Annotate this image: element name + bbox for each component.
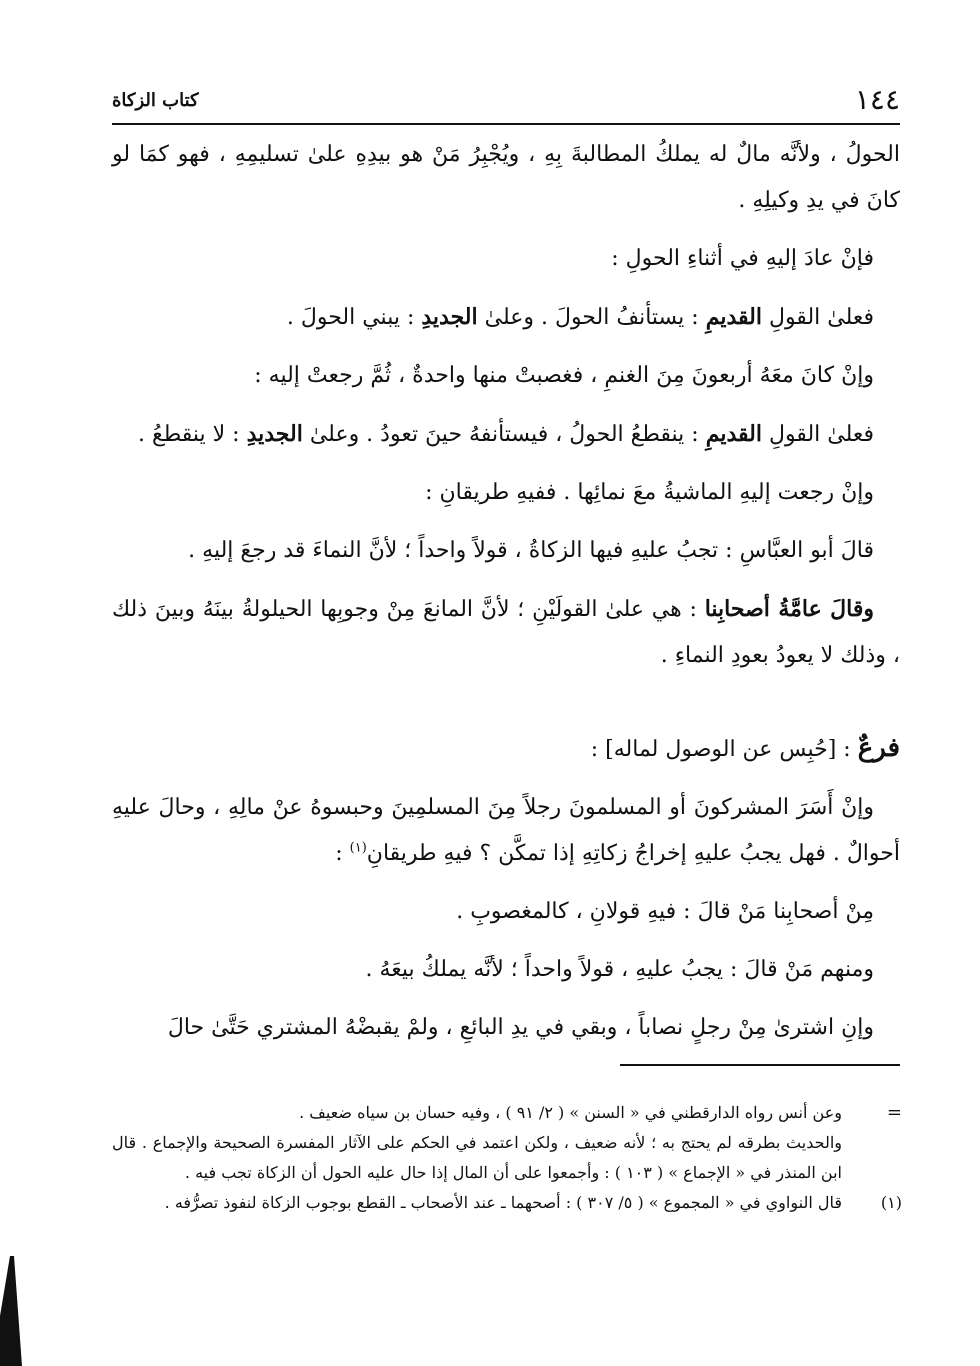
paragraph-text: : لا ينقطعُ . <box>138 422 247 447</box>
paragraph-text: وإنْ رجعت إليهِ الماشيةُ معَ نمائِها . ففيهِ طريقانِ : <box>425 480 874 505</box>
far-label: فرعٌ <box>857 733 900 763</box>
footnote-line: وعن أنس رواه الدارقطني في « السنن » ( ٢/ ٩١ ) ، وفيه حسان بن سياه ضعيف . <box>299 1103 842 1122</box>
paragraph <box>112 353 900 399</box>
bold-term: القديمِ <box>705 421 762 447</box>
paragraph-text: قالَ أبو العبَّاسِ : تجبُ عليهِ فيها الزكاةُ ، قولاً واحداً ؛ لأنَّ النماءَ قد رجعَ إليهِ . <box>188 538 874 563</box>
footnote-ref[interactable]: (١) <box>349 840 367 856</box>
paragraph <box>112 785 900 877</box>
footnote-line: والحديث بطرقه لم يحتج به ؛ لأنه ضعيف ، ولكن اعتمد في الحكم على الآثار المفسرة الصحيحة والإجماع . قال ابن المنذر في « الإجماع » ( ١٠٣ ) : وأجمعوا على أن المال إذا حال عليه الحول أن الزكاة تجب فيه . <box>112 1133 842 1182</box>
binding-shadow-mark <box>0 1256 40 1366</box>
paragraph-text: الحولُ ، ولأنَّه مالٌ له يملكُ المطالبةَ بِهِ ، ويُجْبِرُ مَنْ هو بيدِهِ علىٰ تسليمِهِ ، فهو كمَا لو كانَ في يدِ وكيلِهِ . <box>112 142 900 213</box>
paragraph-text: فعلىٰ القولِ <box>761 305 874 330</box>
paragraph <box>112 528 900 574</box>
paragraph-text: : هي علىٰ القولَيْنِ ؛ لأنَّ المانعَ مِنْ وجوبِها الحيلولةُ بينَهُ وبينَ ذلك ، وذلك لا يعودُ بعودِ النماءِ . <box>112 597 900 668</box>
paragraph <box>112 132 900 224</box>
paragraph <box>112 411 900 458</box>
bold-term: الجديدِ <box>421 304 478 330</box>
footnote-1 <box>112 1188 902 1218</box>
paragraph <box>112 470 900 516</box>
bold-term: وقالَ عامَّةُ أصحابِنا <box>704 596 875 622</box>
paragraph-text: مِنْ أصحابِنا مَنْ قالَ : فيهِ قولانِ ، كالمغصوبِ . <box>456 899 874 924</box>
footnote-continuation <box>112 1098 902 1188</box>
paragraph-text: : يستأنفُ الحولَ . وعلىٰ <box>477 305 706 330</box>
footnote-rule <box>620 1064 900 1066</box>
paragraph <box>112 889 900 935</box>
section-gap <box>112 691 900 725</box>
paragraph-text: وإنْ كانَ معَهُ أربعونَ مِنَ الغنمِ ، فغصبتْ منها واحدةٌ ، ثُمَّ رجعتْ إليه : <box>254 363 874 388</box>
bold-term: القديمِ <box>705 304 762 330</box>
header-rule <box>112 123 900 125</box>
section-title: : [حُبِس عن الوصول لماله] : <box>590 737 858 762</box>
footnotes <box>112 1098 902 1218</box>
continuation-marker: = <box>886 1102 902 1123</box>
paragraph-text: : <box>335 841 350 866</box>
paragraph <box>112 294 900 341</box>
paragraph-text: وإنْ أَسَرَ المشركونَ أو المسلمونَ رجلاً مِنَ المسلمِينَ وحبسوهُ عنْ مالِهِ ، وحالَ عليهِ أحوالٌ . فهل يجبُ عليهِ إخراجُ زكاتِهِ إذا تمكَّن ؟ فيهِ طريقانِ <box>112 795 900 866</box>
footnote-marker: (١) <box>880 1193 902 1212</box>
paragraph-text: : يبني الحولَ . <box>286 305 422 330</box>
page-header <box>112 82 900 122</box>
paragraph-text: وإنِ اشترىٰ مِنْ رجلٍ نصاباً ، وبقي في يدِ البائعِ ، ولمْ يقبضْهُ المشتري حَتَّىٰ حالَ <box>167 1015 874 1040</box>
paragraph <box>112 586 900 679</box>
paragraph <box>112 1005 900 1051</box>
paragraph-text: ومنهم مَنْ قالَ : يجبُ عليهِ ، قولاً واحداً ؛ لأنَّه يملكُ بيعَهُ . <box>365 957 874 982</box>
footnote-text: قال النواوي في « المجموع » ( ٥/ ٣٠٧ ) : أصحهما ـ عند الأصحاب ـ القطع بوجوب الزكاة لنفوذ تصرُّفه . <box>164 1193 842 1212</box>
paragraph-text: فعلىٰ القولِ <box>761 422 874 447</box>
paragraph-text: : ينقطعُ الحولُ ، فيستأنفهُ حينَ تعودُ . وعلىٰ <box>302 422 706 447</box>
section-heading <box>112 725 900 773</box>
paragraph-text: فإنْ عادَ إليهِ في أثناءِ الحولِ : <box>611 246 874 271</box>
paragraph <box>112 947 900 993</box>
running-title: كتاب الزكاة <box>112 90 199 111</box>
page-number: ١٤٤ <box>854 83 900 116</box>
main-text <box>112 132 900 1063</box>
bold-term: الجديدِ <box>246 421 303 447</box>
paragraph <box>112 236 900 282</box>
